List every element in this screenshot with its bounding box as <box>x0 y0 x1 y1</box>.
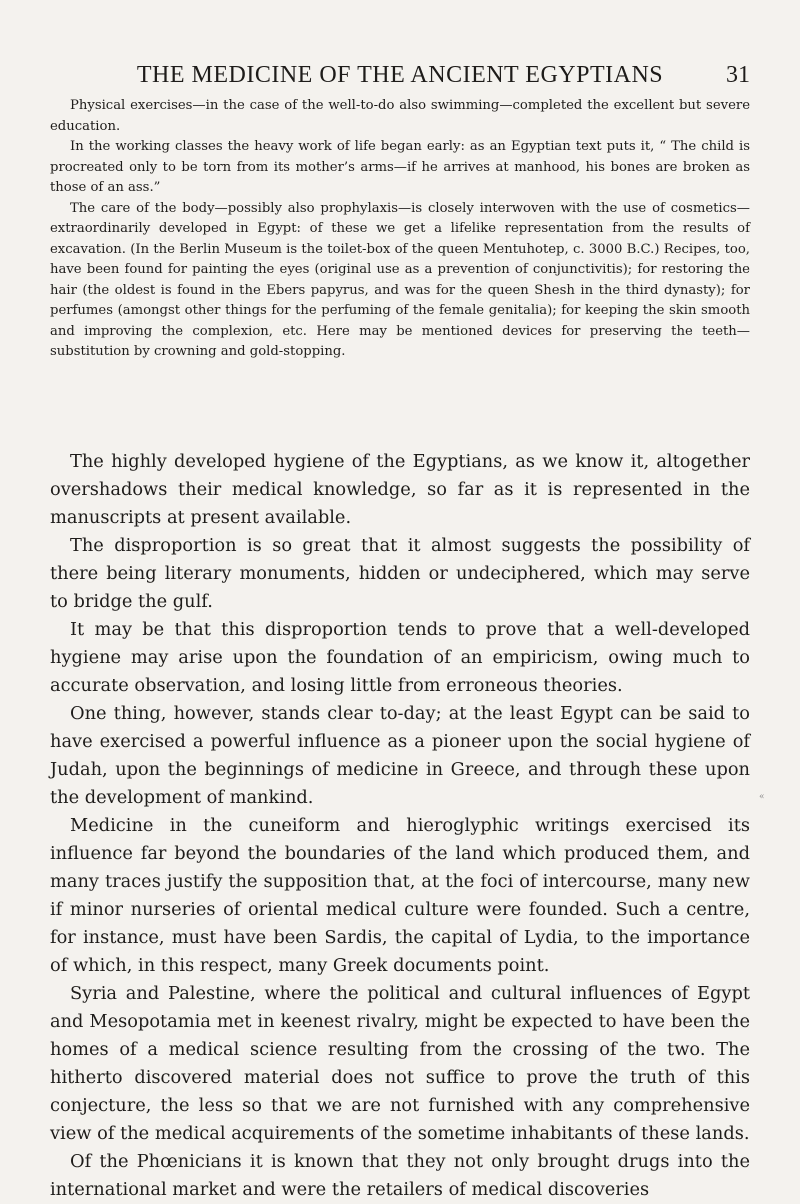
paragraph: The disproportion is so great that it almost suggests the possibility of there being literary monuments, hidden or undeciphered, which may serve to bridge the gulf. <box>50 535 750 612</box>
paragraph: The highly developed hygiene of the Egyptians, as we know it, altogether overshadows their medical knowledge, so far as it is represented in the manuscripts at present available. <box>50 451 750 528</box>
page-number: 31 <box>726 62 750 88</box>
paragraph: In the working classes the heavy work of life began early: as an Egyptian text puts it, “ The child is procreated only to be torn from its mother’s arms—if he arrives at manhood, his bones are broken as those of an ass.” <box>50 139 750 195</box>
small-print-section <box>50 96 750 363</box>
paragraph: Syria and Palestine, where the political and cultural influences of Egypt and Mesopotamia met in keenest rivalry, might be expected to have been the homes of a medical science resulting from the crossing of the two. The hitherto discovered material does not suffice to prove the truth of this conjecture, the less so that we are not furnished with any comprehensive view of the medical acquirements of the sometime inhabitants of these lands. <box>50 983 750 1144</box>
paragraph: One thing, however, stands clear to-day; at the least Egypt can be said to have exercised a powerful influence as a pioneer upon the social hygiene of Judah, upon the beginnings of medicine in Greece, and through these upon the development of mankind. <box>50 703 750 808</box>
paragraph: Physical exercises—in the case of the well-to-do also swimming—completed the excellent but severe education. <box>50 98 750 134</box>
main-text-section <box>50 448 750 1204</box>
paragraph: The care of the body—possibly also prophylaxis—is closely interwoven with the use of cosmetics—extraordinarily developed in Egypt: of these we get a lifelike representation from the results of excavation. (In the Berlin Museum is the toilet-box of the queen Mentuhotep, c. 3000 B.C.) Recipes, too, have been found for painting the eyes (original use as a prevention of conjunctivitis); for restoring the hair (the oldest is found in the Ebers papyrus, and was for the queen Shesh in the third dynasty); for perfumes (amongst other things for the perfuming of the female genitalia); for keeping the skin smooth and improving the complexion, etc. Here may be mentioned devices for preserving the teeth—substitution by crowning and gold-stopping. <box>50 200 750 359</box>
running-head: THE MEDICINE OF THE ANCIENT EGYPTIANS <box>136 62 664 88</box>
paragraph: Medicine in the cuneiform and hieroglyphic writings exercised its influence far beyond the boundaries of the land which produced them, and many traces justify the supposition that, at the foci of intercourse, many new if minor nurseries of oriental medical culture were founded. Such a centre, for instance, must have been Sardis, the capital of Lydia, to the importance of which, in this respect, many Greek documents point. <box>50 815 750 976</box>
paragraph: It may be that this disproportion tends to prove that a well-developed hygiene may arise upon the foundation of an empiricism, owing much to accurate observation, and losing little from erroneous theories. <box>50 619 750 696</box>
margin-mark: « <box>759 792 765 802</box>
paragraph: Of the Phœnicians it is known that they not only brought drugs into the international market and were the retailers of medical discoveries <box>50 1151 750 1200</box>
